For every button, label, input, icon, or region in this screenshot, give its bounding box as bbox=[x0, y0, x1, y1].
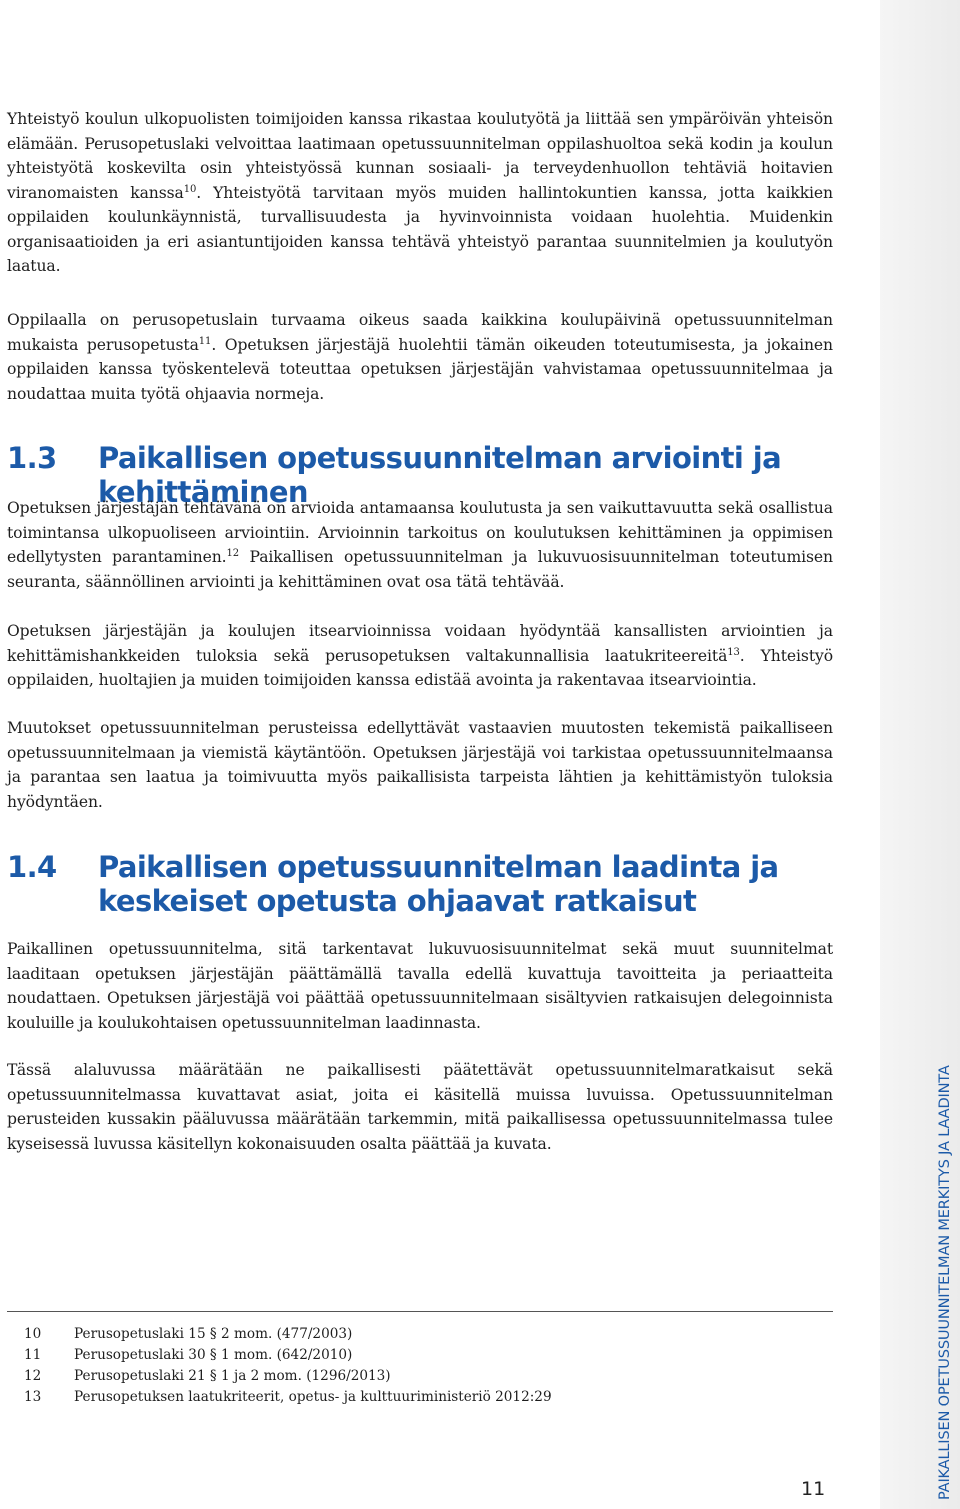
footnote-number: 10 bbox=[24, 1326, 42, 1342]
footnote-number: 13 bbox=[24, 1389, 42, 1405]
paragraph-local-curriculum: Paikallinen opetussuunnitelma, sitä tarkentavat lukuvuosisuunnitelmat sekä muut suunnitelmat laaditaan opetuksen järjestäjän päättämällä tavalla edellä kuvattuja tavoitteita ja periaatteita noudattaen. Opetuksen järjestäjä voi päättää opetussuunnitelmaan sisältyvien ratkaisujen delegoinnista kouluille ja koulukohtaisen opetussuunnitelman laadinnasta. bbox=[7, 940, 833, 1032]
footnote-divider bbox=[7, 1311, 833, 1312]
footnote-text: Perusopetuslaki 15 § 2 mom. (477/2003) bbox=[74, 1326, 353, 1342]
paragraph-self-evaluation bbox=[7, 619, 833, 693]
page-number: 11 bbox=[801, 1478, 826, 1500]
paragraph-changes: Muutokset opetussuunnitelman perusteissa edellyttävät vastaavien muutosten tekemistä paikalliseen opetussuunnitelmaan ja viemistä käytäntöön. Opetuksen järjestäjä voi tarkistaa opetussuunnitelmaansa ja parantaa sen laatua ja toimivuutta myös paikallisista tarpeista lähtien ja kehittämistyön tuloksia hyödyntäen. bbox=[7, 719, 833, 811]
chapter-side-label: PAIKALLISEN OPETUSSUUNNITELMAN MERKITYS JA LAADINTA bbox=[936, 1065, 953, 1500]
section-heading-1-4 bbox=[7, 850, 847, 918]
paragraph-text: Opetuksen järjestäjän ja koulujen itsearvioinnissa voidaan hyödyntää kansallisten arviointien ja kehittämishankkeiden tuloksia sekä perusopetuksen valtakunnallisia laatukriteereitä bbox=[7, 622, 833, 665]
paragraph-text: . Yhteistyö oppilaiden, huoltajien ja muiden toimijoiden kanssa edistää avointa ja rakentavaa itsearviointia. bbox=[7, 646, 833, 689]
footnote-item bbox=[24, 1366, 824, 1387]
footnote-item bbox=[24, 1324, 824, 1345]
footnote-text: Perusopetuksen laatukriteerit, opetus- ja kulttuuriministeriö 2012:29 bbox=[74, 1389, 552, 1405]
footnotes bbox=[24, 1324, 824, 1408]
section-title: Paikallisen opetussuunnitelman arviointi ja kehittäminen bbox=[98, 441, 782, 509]
footnote-text: Perusopetuslaki 21 § 1 ja 2 mom. (1296/2013) bbox=[74, 1368, 391, 1384]
paragraph-text: Yhteistyö koulun ulkopuolisten toimijoiden kanssa rikastaa koulutyötä ja liittää sen ympäröivän yhteisön elämään. Perusopetuslaki velvoittaa laatimaan opetussuunnitelman oppilashuoltoa sekä kodin ja koulun yhteistyötä koskevilta osin yhteistyössä kunnan sosiaali- ja terveydenhuollon tehtäviä hoitavien viranomaisten kanssa bbox=[7, 110, 833, 202]
footnote-ref[interactable]: 11 bbox=[198, 335, 212, 347]
paragraph-right-to-education bbox=[7, 308, 833, 406]
section-number: 1.3 bbox=[7, 441, 57, 475]
paragraph-text: . Opetuksen järjestäjä huolehtii tämän oikeuden toteutumisesta, ja jokainen oppilaiden kanssa työskentelevä toteuttaa opetuksen järjestäjän vahvistamaa opetussuunnitelmaa ja noudattaa muita työtä ohjaavia normeja. bbox=[7, 335, 833, 403]
footnote-text: Perusopetuslaki 30 § 1 mom. (642/2010) bbox=[74, 1347, 353, 1363]
footnote-number: 12 bbox=[24, 1368, 42, 1384]
paragraph-text: Oppilaalla on perusopetuslain turvaama oikeus saada kaikkina koulupäivinä opetussuunnitelman mukaista perusopetusta bbox=[7, 311, 833, 354]
footnote-ref[interactable]: 13 bbox=[727, 646, 740, 658]
section-title: Paikallisen opetussuunnitelman laadinta ja keskeiset opetusta ohjaavat ratkaisut bbox=[98, 850, 779, 918]
footnote-ref[interactable]: 12 bbox=[226, 548, 240, 559]
paragraph-cooperation bbox=[7, 107, 833, 279]
footnote-item bbox=[24, 1345, 824, 1366]
paragraph-subsection: Tässä alaluvussa määrätään ne paikallisesti päätettävät opetussuunnitelmaratkaisut sekä opetussuunnitelmassa kuvattavat asiat, joita ei käsitellä muissa luvuissa. Opetussuunnitelman perusteiden kussakin pääluvussa määrätään tarkemmin, mitä paikallisessa opetussuunnitelmassa tulee kyseisessä luvussa käsitellyn kokonaisuuden osalta päättää ja kuvata. bbox=[7, 1061, 833, 1153]
paragraph-text: Opetuksen järjestäjän tehtävänä on arvioida antamaansa koulutusta ja sen vaikuttavuutta sekä osallistua toimintansa ulkopuoliseen arviointiin. Arvioinnin tarkoitus on koulutuksen kehittäminen ja oppimisen edellytysten parantaminen. bbox=[7, 499, 833, 566]
paragraph-text: . Yhteistyötä tarvitaan myös muiden hallintokuntien kanssa, jotta kaikkien oppilaiden koulunkäynnistä, turvallisuudesta ja hyvinvoinnista voidaan huolehtia. Muidenkin organisaatioiden ja eri asiantuntijoiden kanssa tehtävä yhteistyö parantaa suunnitelmien ja koulutyön laatua. bbox=[7, 183, 834, 275]
footnote-number: 11 bbox=[24, 1347, 42, 1363]
section-number: 1.4 bbox=[7, 850, 57, 884]
paragraph-evaluation bbox=[7, 496, 833, 594]
footnote-item bbox=[24, 1387, 824, 1408]
footnote-ref[interactable]: 10 bbox=[183, 183, 197, 195]
paragraph-text: Paikallisen opetussuunnitelman ja lukuvuosisuunnitelman toteutumisen seuranta, säännöllinen arviointi ja kehittäminen ovat osa tätä tehtävää. bbox=[7, 548, 833, 591]
